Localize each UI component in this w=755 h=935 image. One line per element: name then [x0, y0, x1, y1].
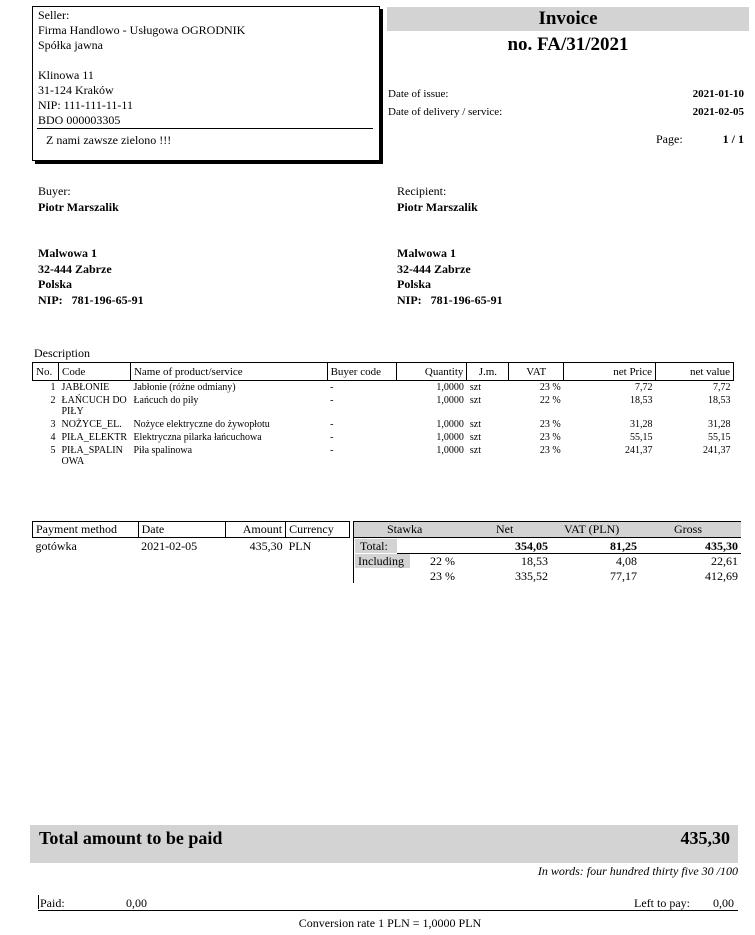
cell-buyer-code: -	[330, 445, 334, 456]
buyer-nip-value: 781-196-65-91	[71, 292, 144, 307]
table-row	[33, 431, 734, 444]
vat-row-rate: 22 %	[430, 554, 455, 568]
payment-row	[33, 538, 350, 556]
table-row	[33, 418, 734, 431]
table-row	[33, 444, 734, 468]
buyer-country: Polska	[38, 277, 73, 291]
invoice-number: no. FA/31/2021	[507, 34, 629, 55]
vat-total-vat: 81,25	[610, 539, 637, 553]
delivery-date-label: Date of delivery / service:	[388, 106, 503, 118]
col-no: No.	[33, 363, 59, 381]
cell-buyer-code: -	[330, 395, 334, 406]
payment-method: gotówka	[35, 539, 77, 553]
cell-buyer-code: -	[330, 382, 334, 393]
seller-divider	[37, 128, 373, 129]
buyer-block	[38, 184, 144, 308]
payment-header-row	[33, 522, 350, 538]
vat-row-vat: 4,08	[616, 554, 637, 568]
issue-date-label: Date of issue:	[388, 88, 449, 100]
cell-quantity: 1,0000	[436, 395, 464, 406]
cell-net-price: 7,72	[635, 382, 653, 393]
vat-header-net: Net	[496, 522, 514, 536]
cell-no: 5	[50, 445, 56, 456]
col-net-value: net value	[656, 363, 734, 381]
vat-header-gross: Gross	[674, 522, 703, 536]
cell-code: JABŁONIE	[61, 382, 110, 393]
total-value: 435,30	[680, 828, 730, 848]
cell-no: 2	[50, 395, 56, 406]
items-header-row	[33, 363, 734, 381]
cell-net-price: 55,15	[630, 432, 653, 443]
cell-buyer-code: -	[330, 419, 334, 430]
cell-vat: 23 %	[539, 382, 561, 393]
col-vat: VAT	[509, 363, 564, 381]
recipient-nip-label: NIP:	[397, 292, 422, 307]
recipient-name: Piotr Marszalik	[397, 199, 478, 214]
vat-total-net: 354,05	[515, 539, 548, 553]
col-net-price: net Price	[564, 363, 656, 381]
cell-unit: szt	[469, 382, 481, 393]
seller-city: 31-124 Kraków	[38, 83, 114, 97]
payment-amount: 435,30	[249, 539, 283, 553]
col-name: Name of product/service	[130, 363, 327, 381]
buyer-name: Piotr Marszalik	[38, 199, 119, 214]
left-to-pay-value: 0,00	[713, 896, 734, 910]
cell-name: Jabłonie (różne odmiany)	[133, 382, 236, 393]
page-value: 1 / 1	[722, 132, 744, 146]
issue-date-value: 2021-01-10	[692, 88, 744, 100]
cell-quantity: 1,0000	[436, 445, 464, 456]
recipient-nip-value: 781-196-65-91	[430, 292, 503, 307]
cell-no: 4	[50, 432, 56, 443]
seller-bdo: BDO 000003305	[38, 113, 121, 127]
vat-row-vat: 77,17	[610, 569, 637, 583]
cell-vat: 23 %	[539, 419, 561, 430]
cell-name: Elektryczna pilarka łańcuchowa	[133, 432, 262, 443]
cell-unit: szt	[469, 432, 481, 443]
cell-no: 1	[50, 382, 56, 393]
recipient-block	[397, 184, 503, 308]
cell-name: Piła spalinowa	[133, 445, 193, 456]
items-table	[32, 362, 734, 468]
vat-total-label: Total:	[360, 539, 388, 553]
paid-value: 0,00	[126, 896, 147, 910]
payment-method-header: Payment method	[33, 522, 139, 538]
vat-summary	[353, 521, 741, 583]
seller-slogan: Z nami zawsze zielono !!!	[46, 133, 172, 147]
cell-name: Nożyce elektryczne do żywopłotu	[133, 419, 270, 430]
vat-row-gross: 22,61	[711, 554, 738, 568]
col-buyer-code: Buyer code	[327, 363, 397, 381]
cell-unit: szt	[469, 445, 481, 456]
cell-net-value: 55,15	[708, 432, 731, 443]
cell-buyer-code: -	[330, 432, 334, 443]
buyer-city: 32-444 Zabrze	[38, 261, 112, 276]
cell-code: ŁAŃCUCH DO PIŁY	[61, 395, 127, 417]
conversion-rate: Conversion rate 1 PLN = 1,0000 PLN	[298, 916, 482, 930]
cell-vat: 23 %	[539, 432, 561, 443]
cell-net-price: 18,53	[630, 395, 653, 406]
cell-unit: szt	[469, 419, 481, 430]
left-to-pay-label: Left to pay:	[634, 896, 690, 910]
cell-net-value: 31,28	[708, 419, 731, 430]
vat-row-gross: 412,69	[705, 569, 738, 583]
cell-unit: szt	[469, 395, 481, 406]
cell-vat: 22 %	[539, 395, 561, 406]
payment-currency: PLN	[288, 539, 312, 553]
amount-in-words: In words: four hundred thirty five 30 /100	[537, 864, 738, 878]
payment-date-header: Date	[138, 522, 226, 538]
buyer-street: Malwowa 1	[38, 246, 97, 260]
payment-date: 2021-02-05	[141, 539, 198, 553]
vat-row-net: 335,52	[515, 569, 548, 583]
vat-including-label: Including	[358, 554, 404, 568]
seller-name-line1: Firma Handlowo - Usługowa OGRODNIK	[38, 23, 246, 37]
cell-net-value: 241,37	[703, 445, 731, 456]
buyer-nip-label: NIP:	[38, 292, 63, 307]
seller-label: Seller:	[38, 8, 70, 22]
col-code: Code	[58, 363, 130, 381]
cell-quantity: 1,0000	[436, 432, 464, 443]
items-caption: Description	[34, 346, 90, 360]
table-row	[33, 381, 734, 395]
cell-net-value: 7,72	[713, 382, 731, 393]
recipient-label: Recipient:	[397, 184, 447, 198]
seller-name-line2: Spółka jawna	[38, 38, 103, 52]
cell-net-price: 31,28	[630, 419, 653, 430]
delivery-date-value: 2021-02-05	[692, 106, 744, 118]
total-label: Total amount to be paid	[39, 828, 223, 848]
invoice-title: Invoice	[538, 8, 598, 29]
cell-quantity: 1,0000	[436, 419, 464, 430]
vat-header-rate: Stawka	[387, 522, 423, 536]
seller-nip: NIP: 111-111-11-11	[38, 98, 133, 112]
paid-label: Paid:	[40, 896, 65, 910]
cell-code: NOŻYCE_EL.	[61, 419, 122, 430]
cell-quantity: 1,0000	[436, 382, 464, 393]
cell-code: PIŁA_SPALINOWA	[61, 445, 123, 467]
payment-table	[32, 521, 350, 555]
recipient-street: Malwowa 1	[397, 246, 456, 260]
seller-box	[32, 6, 380, 161]
page-label: Page:	[656, 132, 683, 146]
payment-amount-header: Amount	[226, 522, 286, 538]
seller-street: Klinowa 11	[38, 68, 94, 82]
recipient-city: 32-444 Zabrze	[397, 261, 471, 276]
vat-row-rate: 23 %	[430, 569, 455, 583]
paid-marker	[38, 895, 39, 909]
recipient-country: Polska	[397, 277, 432, 291]
buyer-label: Buyer:	[38, 184, 71, 198]
table-row	[33, 394, 734, 418]
col-quantity: Quantity	[397, 363, 467, 381]
vat-row-net: 18,53	[521, 554, 548, 568]
cell-no: 3	[50, 419, 56, 430]
vat-header-vat: VAT (PLN)	[564, 522, 620, 536]
cell-code: PIŁA_ELEKTR	[61, 432, 128, 443]
cell-net-price: 241,37	[625, 445, 653, 456]
cell-net-value: 18,53	[708, 395, 731, 406]
payment-currency-header: Currency	[286, 522, 350, 538]
cell-vat: 23 %	[539, 445, 561, 456]
vat-total-gross: 435,30	[705, 539, 738, 553]
footer-divider	[38, 910, 738, 911]
cell-name: Łańcuch do piły	[133, 395, 199, 406]
col-unit: J.m.	[467, 363, 509, 381]
